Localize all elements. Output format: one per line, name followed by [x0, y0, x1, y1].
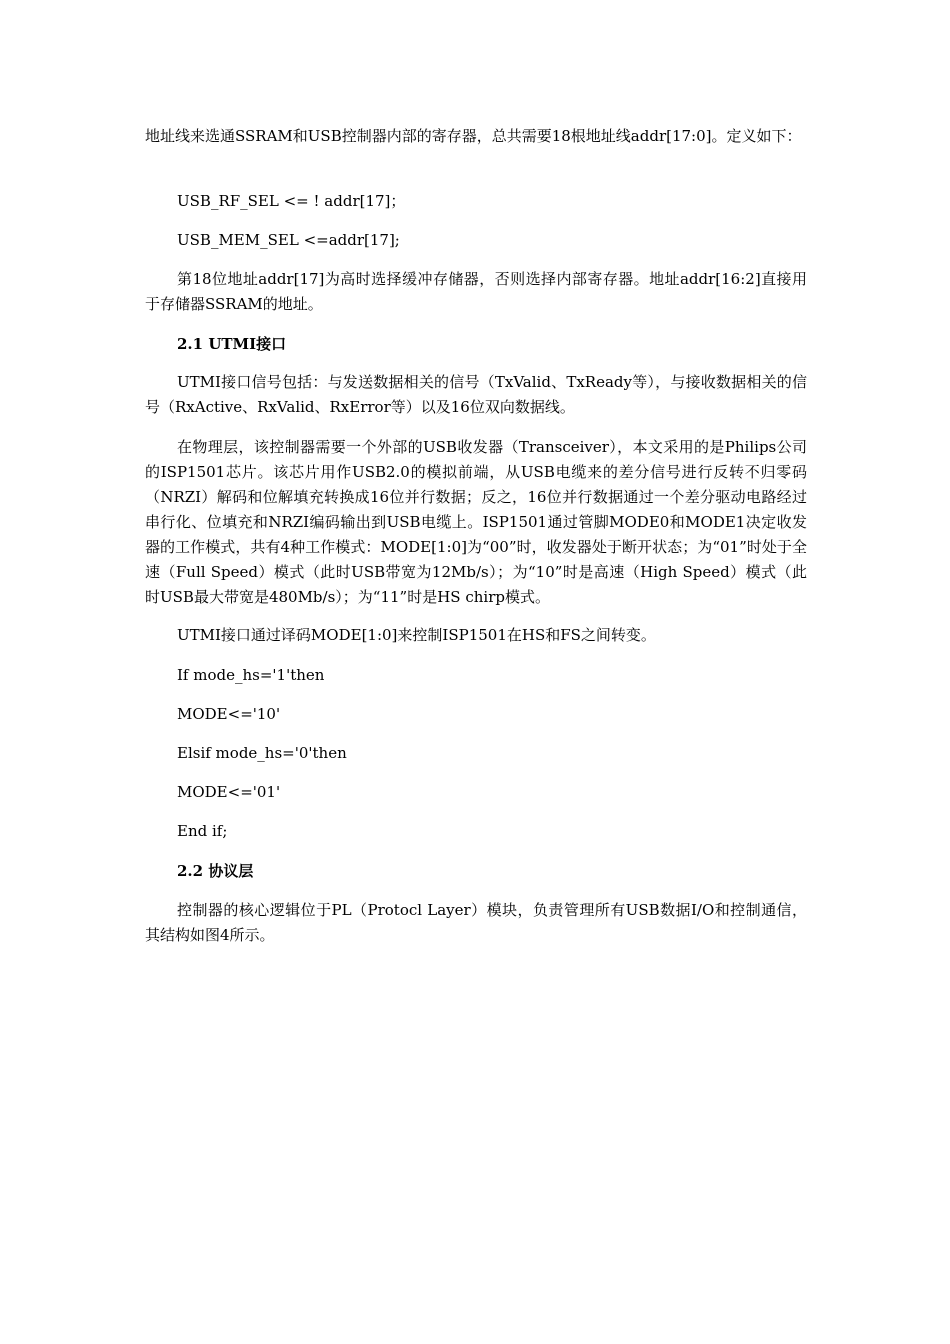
- code-line-usb-rf-sel: USB_RF_SEL <= ! addr[17]；: [177, 192, 406, 210]
- code-line: MODE<='01': [177, 783, 281, 801]
- code-line-usb-mem-sel: USB_MEM_SEL <=addr[17];: [177, 231, 400, 249]
- code-line: Elsif mode_hs='0'then: [177, 744, 347, 762]
- code-line: If mode_hs='1'then: [177, 666, 325, 684]
- section-heading-protocol-layer: 2.2 协议层: [177, 862, 254, 880]
- code-line: MODE<='10': [177, 705, 281, 723]
- paragraph-utmi-decode: UTMI接口通过译码MODE[1:0]来控制ISP1501在HS和FS之间转变。: [177, 626, 656, 644]
- section-heading-utmi: 2.1 UTMI接口: [177, 335, 287, 353]
- paragraph-physical-layer: 在物理层，该控制器需要一个外部的USB收发器（Transceiver），本文采用的是Philips公司的ISP1501芯片。该芯片用作USB2.0的模拟前端，从USB电缆来的差分信号进行反转不归零码（NRZI）解码和位解填充转换成16位并行数据；反之，16位并行数据通过一个差分驱动电路经过串行化、位填充和NRZI编码输出到USB电缆上。ISP1501通过管脚MODE0和MODE1决定收发器的工作模式，共有4种工作模式：MODE[1:0]为“00”时，收发器处于断开状态；为“01”时处于全速（Full Speed）模式（此时USB带宽为12Mb/s）；为“10”时是高速（High Speed）模式（此时USB最大带宽是480Mb/s）；为“11”时是HS chirp模式。: [145, 438, 807, 606]
- paragraph-utmi-signals: UTMI接口信号包括：与发送数据相关的信号（TxValid、TxReady等），与接收数据相关的信号（RxActive、RxValid、RxError等）以及16位双向数据线。: [145, 373, 807, 416]
- paragraph-address-lines: 地址线来选通SSRAM和USB控制器内部的寄存器，总共需要18根地址线addr[17:0]。定义如下：: [145, 127, 802, 145]
- code-line: End if;: [177, 822, 228, 840]
- paragraph-protocol-layer: 控制器的核心逻辑位于PL（Protocl Layer）模块，负责管理所有USB数据I/O和控制通信，其结构如图4所示。: [145, 901, 807, 944]
- paragraph-addr17: 第18位地址addr[17]为高时选择缓冲存储器，否则选择内部寄存器。地址addr[16:2]直接用于存储器SSRAM的地址。: [145, 270, 807, 313]
